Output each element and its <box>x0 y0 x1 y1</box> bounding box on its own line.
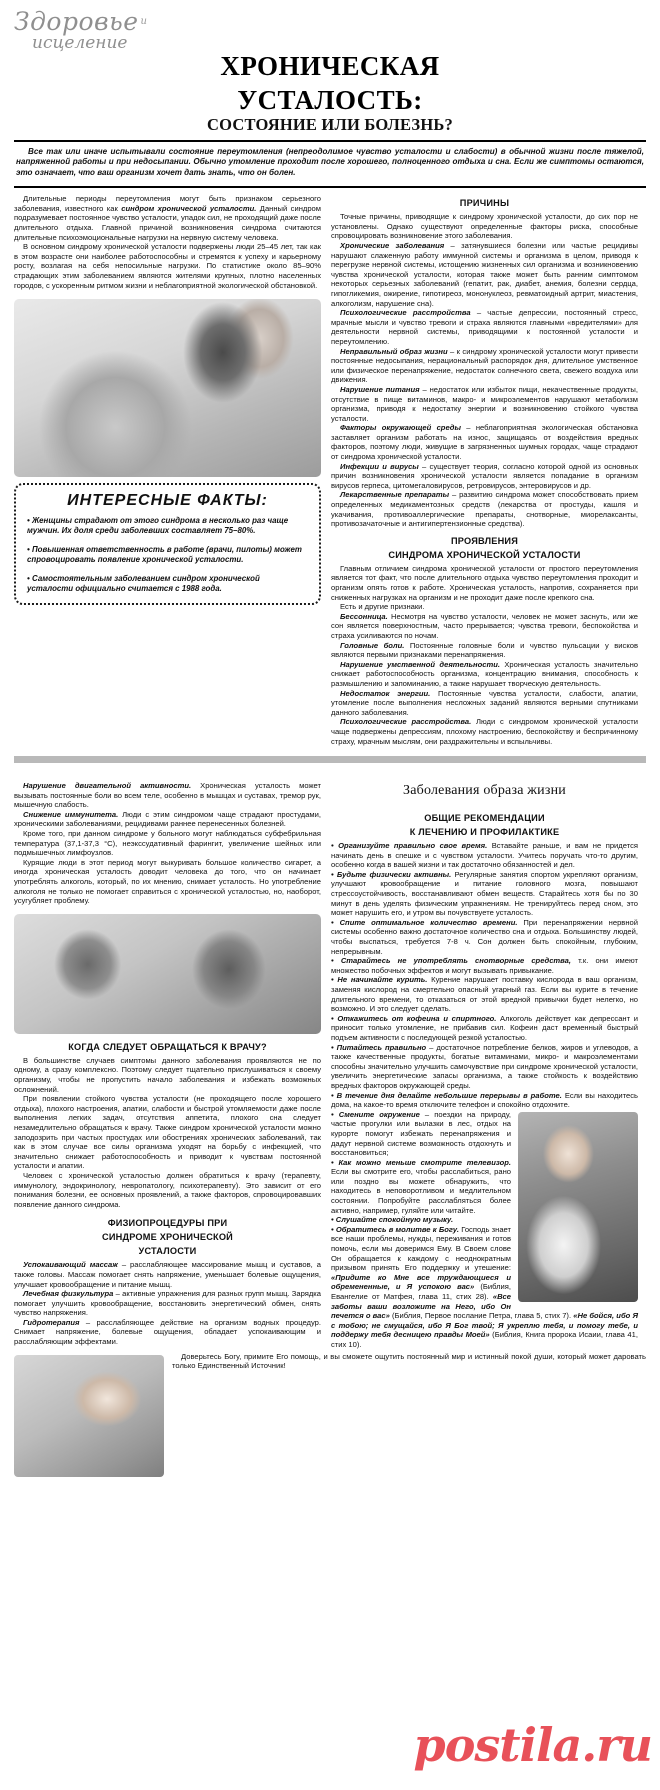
recommendation-item <box>331 1091 638 1110</box>
left-column-part1 <box>14 194 321 746</box>
recommendation-text: Если вы находитесь дома, на какое-то время отключите телефон и спокойно отдохните. <box>331 1090 638 1110</box>
fact-item: • Повышенная ответственность в работе (врачи, пилоты) может спровоцировать появление хронической усталости. <box>27 545 302 565</box>
physio-text: – расслабляющее действие на организм водных процедур. Снимает напряжение, болевые ощущения, обладает успокаивающим и расслабляющим эффектами. <box>14 1317 321 1347</box>
symptom-item <box>14 781 321 810</box>
cause-lead: Хронические заболевания <box>340 241 445 250</box>
intro-p1-c: Данный синдром подразумевает постоянное чувство усталости, упадок сил, не проходящий даже после длительного отдыха. Главной причиной возникновения синдрома считаются длительные психоэмоциональные нагрузки на нервную систему человека. <box>14 203 321 242</box>
page-separator-band <box>14 756 646 763</box>
bible-quote-3: «Не бойся, ибо Я с тобою; не смущайся, ибо Я Бог твой; Я укреплю тебя, и помогу тебе, и поддержу тебя десницею правды Моей» <box>331 1311 638 1340</box>
cause-item <box>331 241 638 308</box>
cause-text: – частые депрессии, постоянный стресс, мрачные мысли и чувство тревоги и страха являются главными «вредителями» для деятельности нервной системы, приводящими к постоянной усталости и переутомлению. <box>331 308 638 346</box>
physio-lead: Лечебная физкультура <box>23 1289 114 1299</box>
section-heading-manifestations-line1: ПРОЯВЛЕНИЯ <box>450 535 519 546</box>
headline-line2: УСТАЛОСТЬ: <box>237 85 423 115</box>
recommendation-text: При перенапряжении нервной системы особенно важно достаточное количество сна и отдыха. Большинству людей, чтобы выспаться, требуется 7-8 ч. Сон должен быть спокойным, глубоким, непрерывным. <box>331 917 638 956</box>
bible-quote-1: «Придите ко Мне все труждающиеся и обремененные, и Я успокою вас» <box>331 1272 511 1292</box>
cause-item <box>331 423 638 461</box>
causes-intro: Точные причины, приводящие к синдрому хронической усталости, до сих пор не установлены. Однако существуют определенные факторы риска, способные спровоцировать возникновение этого заболевания. <box>331 212 638 241</box>
facts-box-title: ИНТЕРЕСНЫЕ ФАКТЫ: <box>67 492 268 510</box>
cause-lead: Нарушение питания <box>340 384 420 394</box>
manifestations-intro: Главным отличием синдрома хронической усталости от простого переутомления является тот факт, что после длительного отдыха чувство переутомления проходит и организм опять готов к работе. Хроническая усталость, напротив, сохраняется при сниженных нагрузках на организм и не проходит даже после крепкого сна. <box>331 563 638 602</box>
symptom-item <box>14 810 321 829</box>
recommendation-lead: • Организуйте правильно свое время. <box>331 841 488 851</box>
section-heading-physio-line2: СИНДРОМЕ ХРОНИЧЕСКОЙ <box>101 1232 233 1243</box>
manifestation-lead: Недостаток энергии. <box>340 688 431 698</box>
right-column-part2 <box>331 781 638 1349</box>
masthead <box>0 0 660 53</box>
manifestation-item <box>331 660 638 689</box>
headline-subtitle: СОСТОЯНИЕ ИЛИ БОЛЕЗНЬ? <box>207 115 453 134</box>
prayer-text: Господь знает все наши проблемы, нужды, переживания и готов помочь, если мы доверимся Ему. В Своем слове Он обращается к каждому с неоднократным призывом принять Его поддержку и утешение: <box>331 1224 511 1273</box>
recommendation-text: Курение нарушает поставку кислорода в ваш организм, заменяя кислород на смертельно опасный угарный газ. Если вы курите в течение длительного времени, то отказаться от этой вредной привычки будет нелегко, но возможно. И это следует сделать. <box>331 975 638 1014</box>
recommendation-item <box>331 918 638 956</box>
manifestation-lead: Психологические расстройства. <box>340 717 472 727</box>
photo-relaxed-person <box>14 1355 164 1477</box>
photo-doctor-patient <box>14 914 321 1034</box>
bible-ref-3: (Библия, Книга пророка Исаии, глава 41, стих 10). <box>331 1330 638 1349</box>
recommendations-with-photo <box>331 1110 638 1350</box>
recommendation-text: Вставайте раньше, и вам не придется начинать день в спешке и с чувством усталости. Учитесь поручать что-то другим, особенно когда в вашей жизни и так достаточно обязанностей и дел. <box>331 841 638 870</box>
manifestation-text: Люди с синдромом хронической усталости чаще подвержены депрессиям, плохому настроению, беспокойству и беспричинному страху, мрачным мыслям, они раздражительны и вспыльчивы. <box>331 717 638 746</box>
section-heading-physio-line3: УСТАЛОСТИ <box>138 1246 197 1257</box>
intro-paragraph-1 <box>14 194 321 242</box>
symptom-paragraph-3: Кроме того, при данном синдроме у больного могут наблюдаться субфебрильная температура (37,1-37,3 °С), неэкссудативный фарингит, увеличение шейных или подмышечных лимфоузлов. <box>14 829 321 858</box>
physio-lead: Успокаивающий массаж <box>23 1260 118 1270</box>
band-spacer <box>0 763 660 781</box>
symptom-lead: Снижение иммунитета. <box>23 809 119 819</box>
recommendation-lead: • В течение дня делайте небольшие перерывы в работе. <box>331 1090 562 1100</box>
recommendation-item <box>331 1043 638 1091</box>
cause-lead: Факторы окружающей среды <box>340 423 461 433</box>
cause-text: – существует теория, согласно которой одной из основных причин возникновения хронической усталости является попадание в организм вирусов герпеса, цитомегаловирусов, ретровирусов, энтеровирусов и др. <box>331 461 638 490</box>
intro-paragraph-2: В основном синдрому хронической усталости подвержены люди 25–45 лет, так как в этом возрасте они наиболее работоспособны и стремятся к успеху и карьерному росту, возлагая на себя непосильные нагрузки. По статистике около 85–90% страдающих этим заболеванием являются жителями крупных, плотно населенных городов, с ускоренным ритмом жизни и неблагоприятной экологической обстановкой. <box>14 242 321 290</box>
recommendation-lead: • Смените окружение <box>331 1109 420 1119</box>
content-columns-part1 <box>0 194 660 746</box>
standfirst <box>0 142 660 181</box>
manifestation-lead: Головные боли. <box>340 640 405 650</box>
doctor-paragraph-1: В большинстве случаев симптомы данного заболевания проявляются не по одному, а сразу комплексно. Поэтому следует тщательно прислушиваться к своему организму, чтобы не пропустить начало заболевания и избежать возможных осложнений. <box>14 1055 321 1094</box>
symptom-lead: Нарушение двигательной активности. <box>23 781 192 791</box>
recommendation-text: Алкоголь действует как депрессант и приносит только утомление, не прибавив сил. Кофеин даст временный быстрый подъем активности с последующей резкой усталостью. <box>331 1013 638 1042</box>
recommendation-lead: • Питайтесь правильно <box>331 1042 427 1052</box>
manifestation-text: Постоянные головные боли и чувство пульсации у висков являются первыми признаками перенапряжения. <box>331 640 638 660</box>
content-columns-part2 <box>0 781 660 1349</box>
physio-lead: Гидротерапия <box>23 1317 80 1327</box>
cause-lead: Инфекции и вирусы <box>340 461 419 471</box>
right-column-part1 <box>331 194 638 746</box>
masthead-conjunction: и <box>140 15 147 27</box>
physio-text: – активные упражнения для разных групп мышц. Зарядка помогает улучшить кровообращение, восстановить энергетический обмен, снять чувство напряжения. <box>14 1289 321 1318</box>
recommendation-lead: • Будьте физически активны. <box>331 869 452 879</box>
recommendation-item <box>331 841 638 870</box>
cause-lead: Неправильный образ жизни <box>340 346 448 356</box>
bible-ref-2: (Библия, Первое послание Петра, глава 5, стих 7). <box>389 1311 574 1321</box>
cause-item <box>331 490 638 528</box>
section-heading-causes: ПРИЧИНЫ <box>459 198 510 209</box>
recommendations-list <box>331 841 638 1349</box>
recommendation-text: – поездки на природу, частые прогулки или вылазки в лес, отдых на курорте помогут избежать перенапряжения и дадут нервной системе возможность отдохнуть и восстановиться; <box>331 1109 512 1158</box>
recommendation-item <box>331 956 638 975</box>
divider-below-standfirst <box>14 186 646 188</box>
manifestation-text: Хроническая усталость значительно снижает работоспособность организма, концентрацию внимания, способность к размышлению и запоминанию, а также нарушает творческую деятельность. <box>331 659 638 688</box>
cause-item <box>331 385 638 423</box>
recommendation-lead: • Старайтесь не употреблять снотворные средства, <box>331 956 572 966</box>
cause-text: – недостаток или избыток пищи, некачественные продукты, отсутствие в пище витаминов, макро- и микроэлементов нарушают метаболизм организма, приводя к недостатку энергии и возникновению стойкого чувства усталости. <box>331 384 639 423</box>
recommendation-lead: • Не начинайте курить. <box>331 975 428 985</box>
prayer-lead: • Обратитесь в молитве к Богу. <box>331 1224 459 1234</box>
manifestation-lead: Бессонница. <box>340 611 388 621</box>
headline-line1: ХРОНИЧЕСКАЯ <box>220 51 440 81</box>
manifestation-item <box>331 641 638 660</box>
intro-p1-a: Длительные периоды переутомления могут быть признаком серьезного заболевания, известного как <box>14 194 321 213</box>
recommendation-text: – достаточное потребление белков, жиров и углеводов, а также качественные продукты, богатые витаминами, микро- и макроэлементами способны значительно улучшить самочувствие при синдроме хронической усталости, увеличить энергетические запасы организма, а также стойкость к воздействию вредных факторов окружающей среды. <box>331 1042 638 1090</box>
symptom-text: Люди с этим синдромом чаще страдают простудами, хроническими заболеваниями, рецидивами раннее перенесенных болезней. <box>14 809 321 829</box>
section-heading-manifestations-line2: СИНДРОМА ХРОНИЧЕСКОЙ УСТАЛОСТИ <box>388 549 581 560</box>
doctor-paragraph-2: При появлении стойкого чувства усталости (не проходящего после хорошего отдыха), плохого настроения, апатии, слабости и быстрой утомляемости даже после выполнения легких задач, отсутствия аппетита, плохого сна следует незамедлительно обращаться к врачу. Также синдром хронической усталости можно заподозрить при частых простудах или обострениях хронических заболеваний, так как в этом случае все силы организма уходят на борьбу с инфекцией, что значительно снижает работоспособность и приводит к чувствам постоянной усталости и апатии. <box>14 1094 321 1171</box>
manifestation-item <box>331 612 638 641</box>
physio-item <box>14 1318 321 1347</box>
masthead-title-line1: Здоровье <box>14 7 139 36</box>
fact-item: • Женщины страдают от этого синдрома в несколько раз чаще мужчин. Их доля среди заболевших составляет 75–80%. <box>27 516 289 536</box>
recommendation-lead: • Слушайте спокойную музыку. <box>331 1215 454 1225</box>
manifestation-item <box>331 717 638 746</box>
cause-text: – развитию синдрома может способствовать прием определенных медикаментозных средств (лекарства от простуды, кашля и укачивания, противоаллергические препараты, снотворные, миорелаксанты, противозачаточные и антигипертензионные средства). <box>331 490 638 529</box>
bible-quote-2: «Все заботы ваши возложите на Него, ибо Он печется о вас» <box>331 1292 511 1321</box>
left-column-part2 <box>14 781 321 1349</box>
recommendation-text: т.к. они имеют множество побочных эффектов и могут вызывать привыкание. <box>331 956 639 975</box>
recommendation-lead: • Спите оптимальное количество времени. <box>331 917 518 927</box>
cause-text: – неблагоприятная экологическая обстановка заставляет организм работать на износ, защищаясь от воздействия вредных факторов, поэтому люди, живущие в загрязненных шумных городах, чаще страдают от синдрома хронической усталости. <box>331 423 638 462</box>
interesting-facts-box <box>14 483 321 605</box>
cause-lead: Психологические расстройства <box>340 308 471 318</box>
cause-item <box>331 462 638 491</box>
watermark-postila: postila.ru <box>413 1718 652 1772</box>
recommendation-item <box>331 1014 638 1043</box>
recommendation-lead: • Откажитесь от кофеина и спиртного. <box>331 1013 497 1023</box>
closing-paragraph: Доверьтесь Богу, примите Его помощь, и вы сможете ощутить постоянный мир и истинный покой души, который может даровать только Единственный Источник! <box>172 1351 646 1371</box>
section-heading-recommendations-line1: ОБЩИЕ РЕКОМЕНДАЦИИ <box>424 813 545 824</box>
symptom-paragraph-4: Курящие люди в этот период могут выкуривать большое количество сигарет, а иногда хроническая усталость доводит человека до того, что он начинает употреблять алкоголь, который, по их мнению, снимает усталость. Но употребление алкоголя не только не помогает справиться с хронической усталостью, но, наоборот, усугубляет проблему. <box>14 857 321 906</box>
recommendation-lead: • Как можно меньше смотрите телевизор. <box>331 1157 511 1167</box>
cause-text: – к синдрому хронической усталости могут привести постоянные недосыпания, нерациональный распорядок дня, длительное умственное или физическое перенапряжение, недостаток солнечного света, свежего воздуха или движения. <box>331 346 638 385</box>
section-kicker-lifestyle-diseases: Заболевания образа жизни <box>403 783 566 799</box>
photo-tired-woman <box>14 299 321 477</box>
symptom-text: Хроническая усталость может вызывать постоянные боли во всем теле, особенно в мышцах и суставах, тремор рук, мышечную слабость. <box>14 781 321 810</box>
cause-lead: Лекарственные препараты <box>340 490 450 500</box>
recommendation-text: Регулярные занятия спортом укрепляют организм, улучшают кровообращение и питание головного мозга, повышают стрессоустойчивость, восстанавливают обмен веществ. Старайтесь хотя бы по 30 минут в день уделять физическим упражнениям. Не тренируйтесь перед сном, это может нарушить его, и утром вы почувствуете усталость. <box>331 869 638 918</box>
recommendation-text: Если вы смотрите его, чтобы расслабиться, рано или поздно вы можете обнаружить, что находитесь в неповоротливом и медлительном состоянии. Попробуйте расслабляться более активно, например, гуляйте или читайте. <box>331 1167 511 1215</box>
fact-item: • Самостоятельным заболеванием синдром хронической усталости официально считается с 1988 года. <box>27 574 260 594</box>
cause-text: – затянувшиеся болезни или частые рецидивы нарушают слаженную работу иммунной системы и организма в целом, приводя к перегрузке нервной системы, истощению жизненных сил организма и возникновению чувства хронической усталости, которая также может быть ранним симптомом некоторых серьезных заболеваний (гепатит, рак, диабет, анемия, болезни сердца, гипогликемия, ожирение, гипотиреоз, мононуклеоз, ревматоидный артрит, миастения, алкоголизм, нарушение сна). <box>331 241 638 308</box>
doctor-paragraph-3: Человек с хронической усталостью должен обратиться к врачу (терапевту, иммунологу, эндокринологу, невропатологу, психотерапевту). Это зависит от его понимания болезни, ее основных проявлений, а также факторов, спровоцировавших появление данного синдрома. <box>14 1170 321 1209</box>
masthead-title-line2: исцеление <box>32 33 128 53</box>
closing-block <box>0 1352 660 1480</box>
cause-item <box>331 347 638 385</box>
physio-text: – расслабляющее массирование мышц и суставов, а также головы. Массаж помогает снять напряжение, уменьшает болевые ощущения, улучшает кровообращение и питание мышц. <box>14 1260 321 1289</box>
manifestation-item <box>331 689 638 718</box>
standfirst-text: Все так или иначе испытывали состояние переутомления (непреодолимое чувство усталости и слабости) в обычной жизни после тяжелой, напряженной работы и при недосыпании. Обычно утомление проходит после хорошего, полноценного отдыха и сна. Если же симптомы остаются, это означает, что ваш организм хочет дать знать, что он болен. <box>16 147 644 177</box>
section-heading-when-to-see-doctor: КОГДА СЛЕДУЕТ ОБРАЩАТЬСЯ К ВРАЧУ? <box>68 1041 267 1052</box>
manifestation-text: Постоянные чувства усталости, слабости, апатии, утомление после выполнения несложных заданий являются верными спутниками данного заболевания. <box>331 688 638 717</box>
recommendation-item <box>331 870 638 918</box>
recommendation-item <box>331 975 638 1013</box>
physio-item <box>14 1260 321 1289</box>
manifestation-text: Несмотря на чувство усталости, человек не может заснуть, или же сон является поверхностным, часто прерывается; чувства тревоги, беспокойства и страха усиливаются по ночам. <box>331 611 638 640</box>
section-heading-physio-line1: ФИЗИОПРОЦЕДУРЫ ПРИ <box>107 1218 228 1229</box>
page-title <box>0 52 660 134</box>
photo-woman-with-yoga-mat <box>518 1112 638 1302</box>
bible-ref-1: (Библия, Евангелие от Матфея, глава 11, стих 28). <box>331 1282 511 1301</box>
cause-item <box>331 308 638 346</box>
physio-item <box>14 1289 321 1318</box>
manifestations-intro2: Есть и другие признаки. <box>340 602 425 612</box>
manifestation-lead: Нарушение умственной деятельности. <box>340 659 500 669</box>
intro-p1-emphasis: синдром хронической усталости. <box>121 203 257 213</box>
section-heading-recommendations-line2: К ЛЕЧЕНИЮ И ПРОФИЛАКТИКЕ <box>409 827 560 838</box>
